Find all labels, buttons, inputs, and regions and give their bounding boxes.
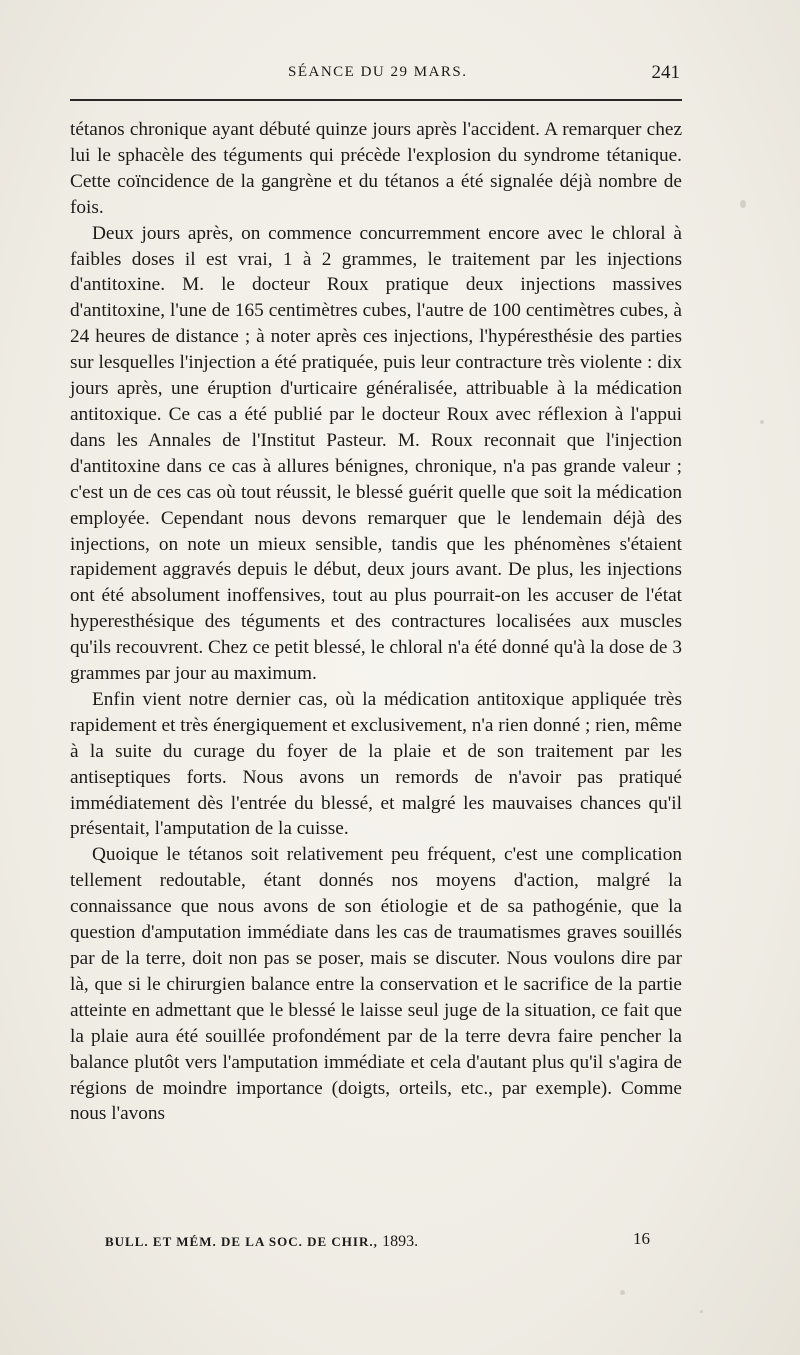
paragraph-2: Deux jours après, on commence concurremment encore avec le chloral à faibles doses il est vrai, 1 à 2 grammes, le traitement par les injections d'antitoxine. M. le docteur Roux pratique deux injections massives d'antitoxine, l'une de 165 centimètres cubes, l'autre de 100 centimètres cubes, à 24 heures de distance ; à noter après ces injections, l'hypéresthésie des parties sur lesquelles l'injection a été pratiquée, puis leur contracture très violente : dix jours après, une éruption d'urticaire généralisée, attribuable à la médication antitoxique. Ce cas a été publié par le docteur Roux avec réflexion à l'appui dans les Annales de l'Institut Pasteur. M. Roux reconnait que l'injection d'antitoxine dans ce cas à allures bénignes, chronique, n'a pas grande valeur ; c'est un de ces cas où tout réussit, le blessé guérit quelle que soit la médication employée. Cependant nous devons remarquer que le lendemain déjà des injections, on note un mieux sensible, tandis que les phénomènes s'étaient rapidement aggravés depuis le début, deux jours avant. De plus, les injections ont été absolument inoffensives, tout au plus pourrait-on les accuser de l'état hyperesthésique des téguments et des contractures localisées aux muscles qu'ils recouvrent. Chez ce petit blessé, le chloral n'a été donné qu'à la dose de 3 grammes par jour au maximum. (70, 222, 682, 685)
page-number: 241 (651, 62, 680, 83)
running-title: SÉANCE DU 29 MARS. (288, 64, 468, 80)
header-rule (70, 99, 682, 101)
paper-speck (620, 1290, 625, 1295)
paper-speck (760, 420, 764, 424)
signature-year: 1893. (382, 1233, 419, 1250)
signature-text: BULL. ET MÉM. DE LA SOC. DE CHIR., (105, 1234, 378, 1249)
sheet-number: 16 (633, 1229, 650, 1248)
paragraph-3: Enfin vient notre dernier cas, où la médication antitoxique appliquée très rapidement et très énergiquement et exclusivement, n'a rien donné ; rien, même à la suite du curage du foyer de la plaie et de son traitement par les antiseptiques forts. Nous avons un remords de n'avoir pas pratiqué immédiatement dès l'entrée du blessé, et malgré les mauvaises chances qu'il présentait, l'amputation de la cuisse. (70, 688, 682, 840)
paper-speck (740, 200, 746, 208)
page-header (70, 62, 682, 86)
paragraph-4: Quoique le tétanos soit relativement peu fréquent, c'est une complication tellement redoutable, étant donnés nos moyens d'action, malgré la connaissance que nous avons de son étiologie et de sa pathogénie, que la question d'amputation immédiate dans les cas de traumatismes graves souillés par de la terre, doit non pas se poser, mais se discuter. Nous voulons dire par là, que si le chirurgien balance entre la conservation et le sacrifice de la partie atteinte en admettant que le blessé le laisse seul juge de la situation, ce fait que la plaie aura été souillée profondément par de la terre devra faire pencher la balance plutôt vers l'amputation immédiate et cela d'autant plus qu'il s'agira de régions de moindre importance (doigts, orteils, etc., par exemple). Comme nous l'avons (70, 844, 682, 1125)
body-text (70, 117, 682, 1127)
paper-speck (700, 1310, 703, 1313)
signature-mark (105, 1233, 418, 1251)
paragraph-1: tétanos chronique ayant débuté quinze jours après l'accident. A remarquer chez lui le sphacèle des téguments qui précède l'explosion du syndrome tétanique. Cette coïncidence de la gangrène et du tétanos a été signalée déjà nombre de fois. (70, 119, 682, 218)
page-footer (105, 1229, 650, 1253)
